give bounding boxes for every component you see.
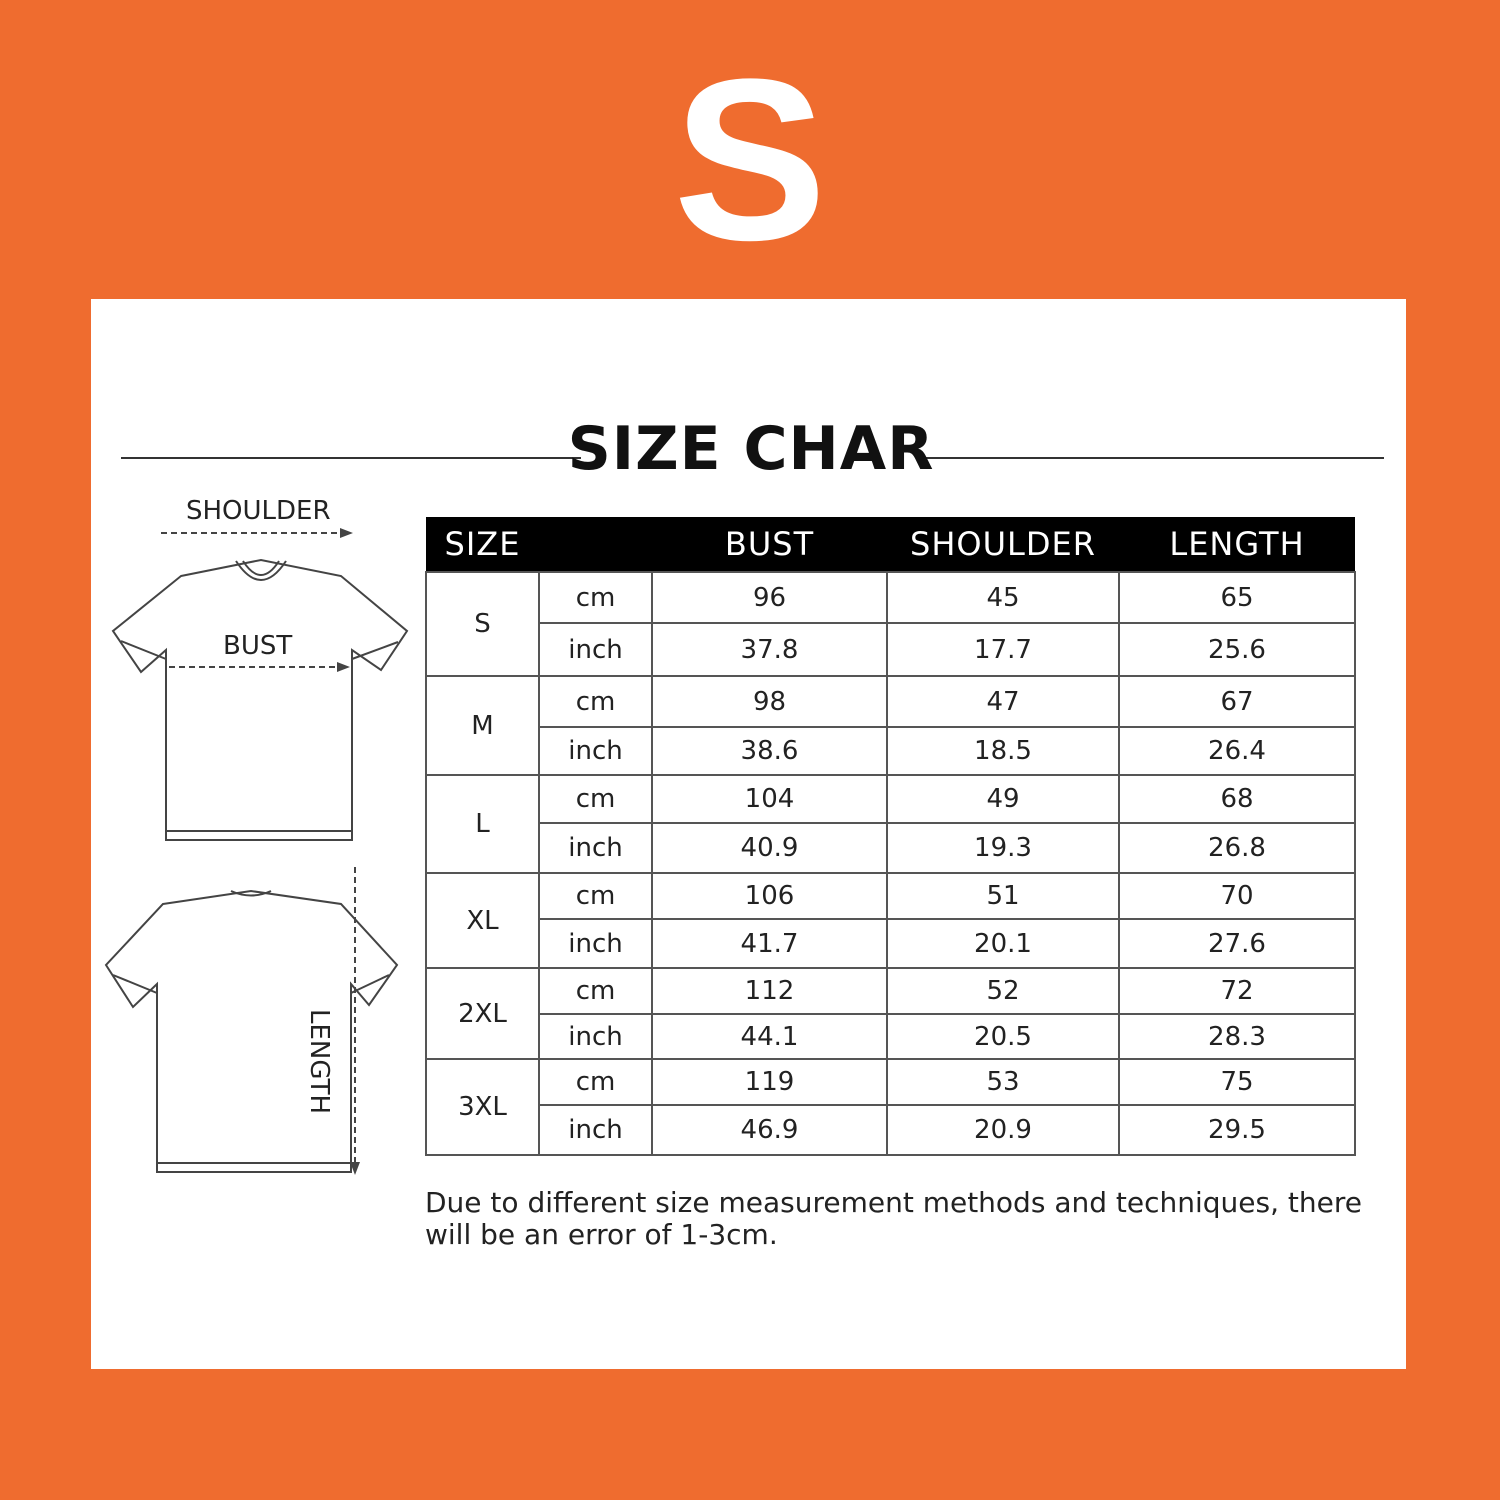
tshirt-diagram: [91, 299, 421, 1369]
size-cell: S: [426, 572, 539, 676]
length-cell: 68: [1119, 775, 1355, 823]
table-row: [426, 727, 1355, 775]
bust-cell: 119: [652, 1059, 887, 1105]
size-table-wrapper: [425, 517, 1356, 1156]
unit-cell: inch: [539, 1014, 652, 1059]
header-unit-blank: [539, 517, 652, 572]
bust-cell: 40.9: [652, 823, 887, 873]
length-cell: 29.5: [1119, 1105, 1355, 1155]
length-cell: 26.4: [1119, 727, 1355, 775]
unit-cell: cm: [539, 775, 652, 823]
table-row: [426, 623, 1355, 676]
table-row: [426, 823, 1355, 873]
length-cell: 27.6: [1119, 919, 1355, 968]
header-shoulder: SHOULDER: [887, 517, 1119, 572]
header-size: SIZE: [426, 517, 539, 572]
shoulder-arrow: [161, 528, 353, 538]
table-row: [426, 873, 1355, 919]
bust-cell: 98: [652, 676, 887, 727]
size-cell: M: [426, 676, 539, 775]
length-cell: 26.8: [1119, 823, 1355, 873]
title-rule-right: [926, 457, 1384, 459]
unit-cell: cm: [539, 1059, 652, 1105]
tshirt-outlines: [91, 299, 421, 1369]
bust-cell: 44.1: [652, 1014, 887, 1059]
length-cell: 72: [1119, 968, 1355, 1014]
length-cell: 25.6: [1119, 623, 1355, 676]
unit-cell: cm: [539, 676, 652, 727]
unit-cell: inch: [539, 623, 652, 676]
shoulder-cell: 45: [887, 572, 1119, 623]
back-tshirt: [106, 891, 397, 1172]
table-row: [426, 919, 1355, 968]
length-cell: 70: [1119, 873, 1355, 919]
table-row: [426, 775, 1355, 823]
shoulder-cell: 18.5: [887, 727, 1119, 775]
shoulder-cell: 53: [887, 1059, 1119, 1105]
table-row: [426, 572, 1355, 623]
size-cell: L: [426, 775, 539, 873]
header-row: [426, 517, 1355, 572]
size-chart-card: [91, 299, 1406, 1369]
size-cell: 2XL: [426, 968, 539, 1059]
length-label: LENGTH: [304, 1009, 334, 1115]
table-row: [426, 968, 1355, 1014]
size-cell: XL: [426, 873, 539, 968]
shoulder-cell: 20.9: [887, 1105, 1119, 1155]
table-row: [426, 676, 1355, 727]
bust-cell: 112: [652, 968, 887, 1014]
bust-arrow: [169, 662, 350, 672]
shoulder-cell: 19.3: [887, 823, 1119, 873]
size-cell: 3XL: [426, 1059, 539, 1155]
length-cell: 75: [1119, 1059, 1355, 1105]
measurement-note: Due to different size measurement methods and techniques, there will be an error of 1-3cm.: [425, 1186, 1362, 1251]
bust-cell: 41.7: [652, 919, 887, 968]
table-row: [426, 1014, 1355, 1059]
shoulder-cell: 47: [887, 676, 1119, 727]
shoulder-cell: 20.5: [887, 1014, 1119, 1059]
table-row: [426, 1059, 1355, 1105]
bust-cell: 106: [652, 873, 887, 919]
bust-cell: 37.8: [652, 623, 887, 676]
shoulder-cell: 17.7: [887, 623, 1119, 676]
front-tshirt: [113, 560, 407, 840]
shoulder-cell: 49: [887, 775, 1119, 823]
bust-cell: 46.9: [652, 1105, 887, 1155]
bust-cell: 38.6: [652, 727, 887, 775]
unit-cell: cm: [539, 968, 652, 1014]
table-row: [426, 1105, 1355, 1155]
unit-cell: inch: [539, 823, 652, 873]
length-cell: 28.3: [1119, 1014, 1355, 1059]
unit-cell: inch: [539, 1105, 652, 1155]
header-length: LENGTH: [1119, 517, 1355, 572]
length-cell: 65: [1119, 572, 1355, 623]
length-cell: 67: [1119, 676, 1355, 727]
shoulder-cell: 51: [887, 873, 1119, 919]
bust-cell: 96: [652, 572, 887, 623]
unit-cell: cm: [539, 572, 652, 623]
shoulder-label: SHOULDER: [186, 496, 331, 526]
unit-cell: inch: [539, 727, 652, 775]
shoulder-cell: 52: [887, 968, 1119, 1014]
shoulder-cell: 20.1: [887, 919, 1119, 968]
size-table: [425, 517, 1356, 1156]
bust-label: BUST: [223, 631, 293, 661]
unit-cell: inch: [539, 919, 652, 968]
size-letter-heading: S: [673, 31, 827, 288]
header-bust: BUST: [652, 517, 887, 572]
unit-cell: cm: [539, 873, 652, 919]
bust-cell: 104: [652, 775, 887, 823]
chart-title: SIZE CHAR: [567, 414, 935, 484]
